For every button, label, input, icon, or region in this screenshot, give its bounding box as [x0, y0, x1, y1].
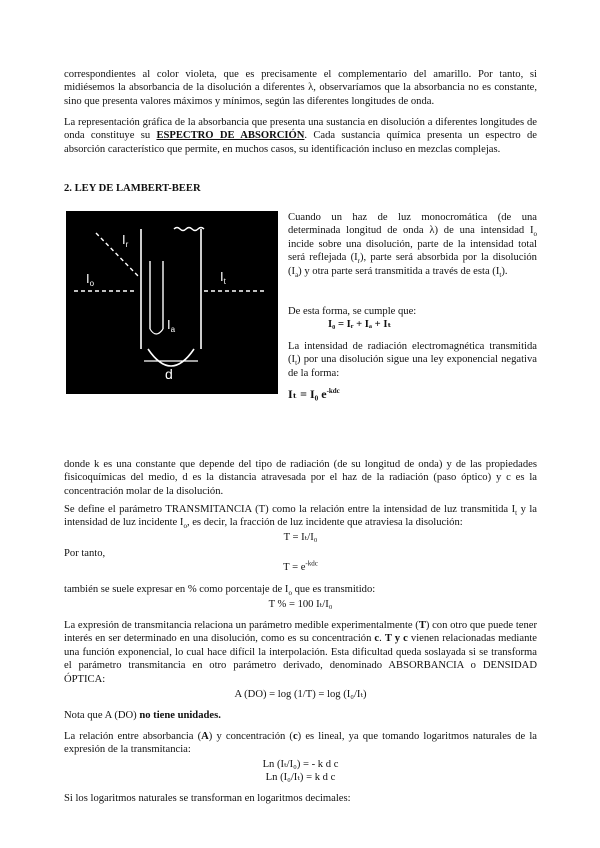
- beam-text-a: Cuando un haz de luz monocromática (de una determinada longitud de onda λ) de una intensidad I: [288, 212, 537, 237]
- paragraph-constants: donde k es una constante que depende del tipo de radiación (de su longitud de onda) y de las propiedades fisicoquímicas del medio, d es la distancia atravesada por el haz de la radiación (paso óptico) y c es la concentración molar de la disolución.: [64, 459, 537, 497]
- label-io: $I_o$: [86, 271, 95, 288]
- paragraph-intro: correspondientes al color violeta, que es precisamente el complementario del amarillo. Por tanto, si midiésemos la absorbancia de la disolución a diferentes λ, observaríamos que la absorbancia no es constante, sino que presenta valores máximos y mínimos, según las diferentes longitudes de onda.: [64, 69, 537, 107]
- paragraph-spectrum: [64, 116, 537, 156]
- sub-ia: a: [295, 270, 299, 279]
- exp-text-a: La intensidad de radiación electromagnética transmitida (I: [288, 341, 537, 366]
- beam-text-e: ).: [501, 265, 508, 277]
- lambert-beer-figure: [66, 211, 278, 394]
- trans-text-c: , es decir, la fracción de luz incidente que atraviesa la disolución:: [186, 517, 463, 529]
- equation-transmittance: T = Iₜ/I₀: [283, 532, 318, 543]
- percent-text-b: que es transmitido:: [291, 584, 376, 595]
- lin-text-a: La relación entre absorbancia (: [64, 731, 202, 742]
- paragraph-absorbance: [64, 619, 537, 686]
- abs-text-e: vienen relacionadas mediante una función exponencial, lo cual hace difícil la interpolación. Esta dificultad queda soslayada si se transforma el parámetro transmitancia en otro parámetro derivado, denominado ABSORBANCIA o DENSIDAD ÓPTICA:: [64, 633, 538, 685]
- label-d: d: [165, 366, 173, 382]
- sub-io-3: o: [288, 589, 292, 598]
- paragraph-beam: [288, 211, 537, 278]
- abs-Tyc: T y c: [384, 633, 408, 645]
- equation-sum: I₀ = Iᵣ + Iₐ + Iₜ: [328, 319, 392, 330]
- sub-ir: r: [357, 257, 360, 266]
- beam-text-b: incide sobre una disolución, parte de la intensidad total será reflejada (I: [288, 238, 537, 264]
- paragraph-percent: [64, 583, 537, 596]
- equation-absorbance: A (DO) = log (1/T) = log (I₀/Iₜ): [234, 689, 367, 700]
- paragraph-spectrum-text-b: . Cada sustancia química presenta un espectro de absorción característico que permite, en muchos casos, su identificación incluso en mezclas complejas.: [64, 130, 537, 155]
- sub-io-2: o: [183, 522, 187, 531]
- paragraph-linear: [64, 730, 537, 757]
- sub-it-3: t: [515, 509, 518, 518]
- label-ia: $I_a$: [167, 317, 176, 334]
- eq-beer-base: Iₜ = I₀ e: [288, 387, 327, 401]
- equation-ln2: Ln (I₀/Iₜ) = k d c: [265, 772, 336, 783]
- paragraph-sum: De esta forma, se cumple que:: [288, 306, 417, 317]
- spectrum-term: ESPECTRO DE ABSORCIÓN: [156, 130, 305, 142]
- paragraph-spectrum-text-a: La representación gráfica de la absorbancia que presenta una sustancia en disolución a diferentes longitudes de onda constituye su: [64, 117, 537, 142]
- equation-ln1: Ln (Iₜ/I₀) = - k d c: [262, 759, 339, 770]
- eq-t-base: T = e: [283, 562, 306, 573]
- equation-beer: [288, 388, 537, 401]
- sub-io: o: [533, 230, 537, 239]
- lin-c: c: [292, 731, 298, 742]
- lin-text-b: ) y concentración (: [208, 731, 293, 742]
- paragraph-note: [64, 709, 537, 722]
- equation-percent: T % = 100 Iₜ/I₀: [268, 599, 333, 610]
- sub-it-2: t: [295, 359, 298, 368]
- abs-text-b: ) con otro que puede tener interés en ser determinado en una disolución, como es su concentración: [64, 620, 537, 645]
- eq-t-exponent: -kdc: [305, 559, 318, 568]
- trans-text-a: Se define el parámetro TRANSMITANCIA (T) como la relación entre la intensidad de luz transmitida I: [64, 504, 516, 515]
- note-bold: no tiene unidades.: [139, 710, 221, 721]
- beam-diagram: [66, 211, 278, 394]
- paragraph-exponential: [288, 340, 537, 380]
- section-heading: 2. LEY DE LAMBERT-BEER: [64, 183, 201, 194]
- paragraph-decimal: Si los logaritmos naturales se transforman en logaritmos decimales:: [64, 793, 351, 804]
- exp-text-b: ) por una disolución sigue una ley exponencial negativa de la forma:: [288, 354, 537, 379]
- trans-text-b: y la intensidad de luz incidente I: [64, 504, 537, 529]
- lin-text-d: ) es lineal, ya que tomando logaritmos naturales de la expresión de la transmitancia:: [64, 731, 537, 756]
- paragraph-therefore: Por tanto,: [64, 548, 106, 559]
- beam-text-d: ) y otra parte será transmitida a través de esta (I: [298, 265, 500, 277]
- abs-text-a: La expresión de transmitancia relaciona un parámetro medible experimentalmente (: [64, 620, 419, 631]
- paragraph-transmittance: [64, 503, 537, 530]
- label-it: $I_t$: [220, 269, 226, 286]
- abs-text-d: .: [379, 633, 385, 645]
- eq-beer-exponent: -kdc: [326, 387, 340, 395]
- sub-it: t: [499, 270, 502, 279]
- percent-text-a: también se suele expresar en % como porcentaje de I: [64, 584, 289, 595]
- equation-t-exp: [64, 561, 537, 574]
- abs-T: T: [418, 620, 426, 631]
- note-text: Nota que A (DO): [64, 710, 140, 721]
- label-ir: $I_r$: [122, 232, 129, 249]
- beam-text-c: ), parte será absorbida por la disolución (I: [288, 252, 537, 277]
- lin-A: A: [201, 731, 209, 742]
- abs-c: c: [374, 633, 380, 645]
